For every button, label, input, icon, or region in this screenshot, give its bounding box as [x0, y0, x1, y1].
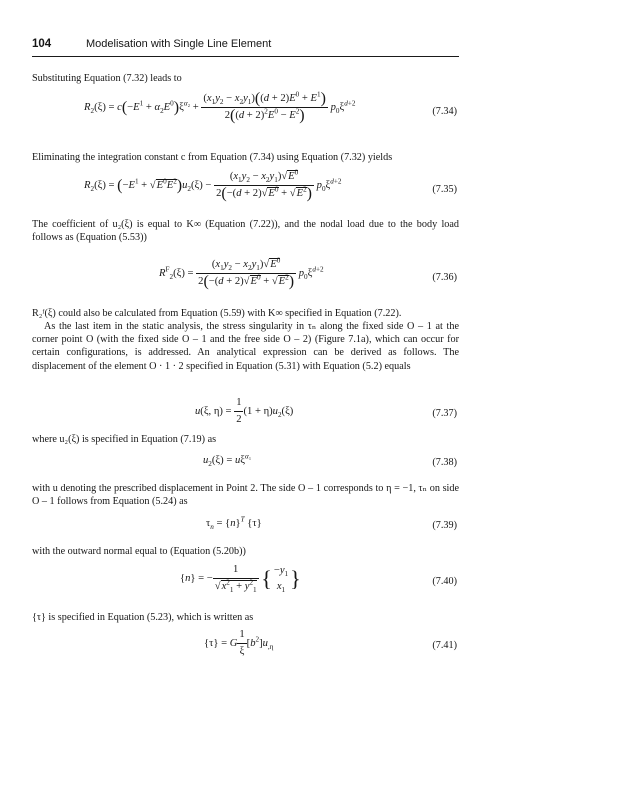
running-header: [32, 38, 459, 57]
equation-7-35: [32, 170, 459, 210]
equation-7-38-body: $u_2(\xi) = u\xi^{\alpha_1}$: [203, 452, 252, 469]
equation-7-34-body: $R_2(\xi) = c(-E^1 + \alpha_2E^0)\xi^{\alpha_2}$ + $\frac{(x_1y_2 - x_2y_1)((d + 2)E^0 + E^1)}{2((d + 2)^2E^0 - E^2)}$ $p_0\xi^{d+2}$: [84, 90, 356, 124]
equation-7-34: [32, 92, 459, 132]
equation-7-41-body: {τ} = G $\frac{1}{\xi}$ $[b^2]u_{,\eta}$: [204, 629, 274, 657]
equation-number: (7.38): [432, 457, 457, 468]
chapter-title: Modelisation with Single Line Element: [86, 38, 272, 50]
paragraph-4b: As the last item in the static analysis, the stress singularity in τₙ along the fixed side O – 1 at the corner point O (with the fixed side O – 1 and the free side O – 2) (Figure 7.1a), which can occur for certain configurations, is addressed. An analytical expression can be derived as follows. The displacement of the element O · 1 · 2 specified in Equation (5.31) with Equation (5.2) equals: [32, 321, 459, 372]
equation-7-36-body: $R^F_2(\xi)$ = $\frac{(x_1y_2 - x_2y_1)√E^0}{2(-(d + 2)√E^0 + √E^2)}$ $p_0\xi^{d+2}$: [159, 256, 324, 290]
paragraph-6: with u denoting the prescribed displacement in Point 2. The side O – 1 corresponds to η = −1, τₙ on side O – 1 follows from Equation (5.24) as: [32, 483, 459, 508]
equation-7-41: [32, 628, 459, 668]
equation-number: (7.40): [432, 576, 457, 587]
equation-number: (7.34): [432, 106, 457, 117]
equation-number: (7.36): [432, 272, 457, 283]
paragraph-8: {τ} is specified in Equation (5.23), which is written as: [32, 612, 254, 623]
paragraph-3: The coefficient of u₂(ξ) is equal to K∞ (Equation (7.22)), and the nodal load due to the body load follows as (Equation (5.53)): [32, 219, 459, 244]
equation-7-37: [32, 396, 459, 436]
paragraph-4a: R₂ᶠ(ξ) could also be calculated from Equation (5.59) with K∞ specified in Equation (7.22).: [32, 308, 402, 319]
equation-7-39-body: $\tau_n = \{n\}^T$ {τ}: [206, 515, 262, 532]
paragraph-7: with the outward normal equal to (Equation (5.20b)): [32, 546, 246, 557]
equation-7-35-body: $R_2(\xi) = (-E^1 + √E^0E^2)u_2(\xi)$ − $\frac{(x_1y_2 - x_2y_1)√E^0}{2(-(d + 2)√E^0 + √E^2)}$ $p_0\xi^{d+2}$: [84, 168, 342, 202]
equation-7-40: [32, 563, 459, 603]
equation-7-37-body: u(ξ, η) = $\frac{1}{2}$ $(1 + \eta)u_2(\xi)$: [195, 397, 294, 425]
equation-7-40-body: {n} = − $\frac{1}{√x^2_1 + y^2_1}$ { $-y_1$ $x_1$ }: [180, 564, 301, 595]
paragraph-2: Eliminating the integration constant c from Equation (7.34) using Equation (7.32) yields: [32, 152, 393, 163]
paragraph-5: where u₂(ξ) is specified in Equation (7.19) as: [32, 434, 217, 445]
equation-number: (7.41): [432, 640, 457, 651]
equation-number: (7.39): [432, 520, 457, 531]
equation-number: (7.35): [432, 184, 457, 195]
paragraph-1: Substituting Equation (7.32) leads to: [32, 73, 182, 84]
page-number: 104: [32, 38, 52, 50]
equation-7-36: [32, 258, 459, 298]
equation-number: (7.37): [432, 408, 457, 419]
